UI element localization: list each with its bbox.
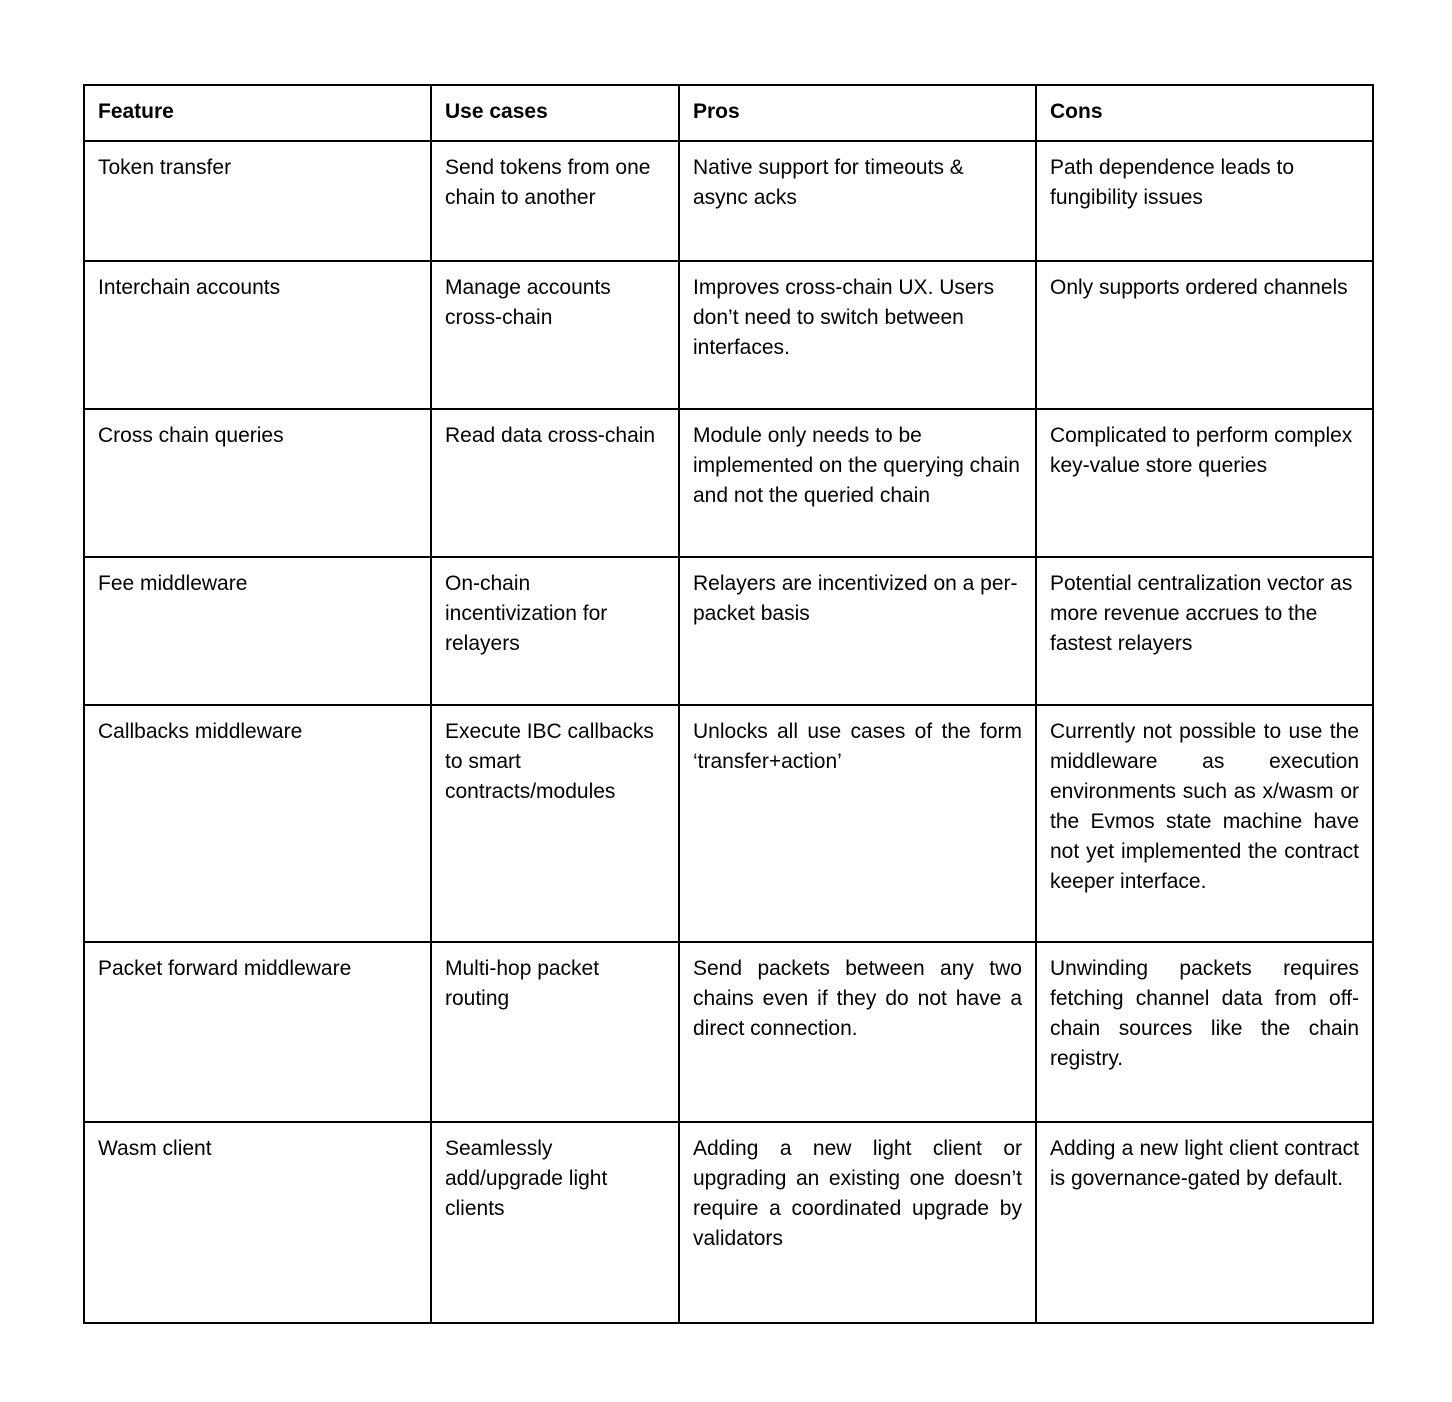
table-header-row xyxy=(84,85,1373,141)
cell-pros: Relayers are incentivized on a per-packet basis xyxy=(679,557,1036,705)
column-header-feature: Feature xyxy=(84,85,431,141)
cell-use-cases: Send tokens from one chain to another xyxy=(431,141,679,261)
feature-comparison-table xyxy=(83,84,1374,1324)
cell-cons: Complicated to perform complex key-value store queries xyxy=(1036,409,1373,557)
cell-use-cases: Seamlessly add/upgrade light clients xyxy=(431,1122,679,1323)
cell-cons: Potential centralization vector as more revenue accrues to the fastest relayers xyxy=(1036,557,1373,705)
cell-use-cases: Read data cross-chain xyxy=(431,409,679,557)
table-row-wasm-client xyxy=(84,1122,1373,1323)
table-row-packet-forward-middleware xyxy=(84,942,1373,1122)
cell-feature: Token transfer xyxy=(84,141,431,261)
column-header-cons: Cons xyxy=(1036,85,1373,141)
cell-pros: Module only needs to be implemented on the querying chain and not the queried chain xyxy=(679,409,1036,557)
cell-cons: Unwinding packets requires fetching channel data from off-chain sources like the chain registry. xyxy=(1036,942,1373,1122)
cell-use-cases: Manage accounts cross-chain xyxy=(431,261,679,409)
cell-pros: Send packets between any two chains even if they do not have a direct connection. xyxy=(679,942,1036,1122)
table-row-callbacks-middleware xyxy=(84,705,1373,942)
cell-feature: Cross chain queries xyxy=(84,409,431,557)
cell-feature: Wasm client xyxy=(84,1122,431,1323)
cell-feature: Interchain accounts xyxy=(84,261,431,409)
cell-cons: Path dependence leads to fungibility issues xyxy=(1036,141,1373,261)
column-header-use-cases: Use cases xyxy=(431,85,679,141)
column-header-pros: Pros xyxy=(679,85,1036,141)
cell-cons: Only supports ordered channels xyxy=(1036,261,1373,409)
cell-use-cases: On-chain incentivization for relayers xyxy=(431,557,679,705)
cell-cons: Adding a new light client contract is governance-gated by default. xyxy=(1036,1122,1373,1323)
cell-use-cases: Multi-hop packet routing xyxy=(431,942,679,1122)
cell-use-cases: Execute IBC callbacks to smart contracts/modules xyxy=(431,705,679,942)
table-row-fee-middleware xyxy=(84,557,1373,705)
cell-pros: Unlocks all use cases of the form ‘transfer+action’ xyxy=(679,705,1036,942)
cell-cons: Currently not possible to use the middleware as execution environments such as x/wasm or the Evmos state machine have not yet implemented the contract keeper interface. xyxy=(1036,705,1373,942)
cell-feature: Callbacks middleware xyxy=(84,705,431,942)
table-row-token-transfer xyxy=(84,141,1373,261)
cell-pros: Native support for timeouts & async acks xyxy=(679,141,1036,261)
table-row-cross-chain-queries xyxy=(84,409,1373,557)
cell-pros: Adding a new light client or upgrading an existing one doesn’t require a coordinated upgrade by validators xyxy=(679,1122,1036,1323)
cell-feature: Packet forward middleware xyxy=(84,942,431,1122)
cell-feature: Fee middleware xyxy=(84,557,431,705)
table-row-interchain-accounts xyxy=(84,261,1373,409)
cell-pros: Improves cross-chain UX. Users don’t need to switch between interfaces. xyxy=(679,261,1036,409)
